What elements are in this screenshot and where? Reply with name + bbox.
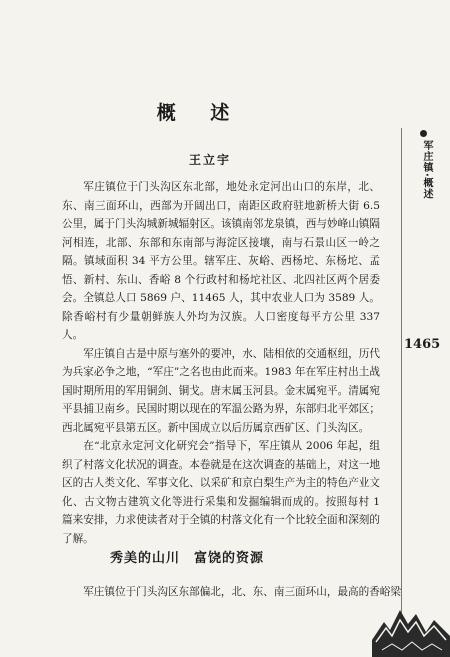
section-first-line: 军庄镇位于门头沟区东部偏北，北、东、南三面环山，最高的香峪梁 (83, 586, 401, 598)
paragraph-intro: 军庄镇位于门头沟区东北部，地处永定河出山口的东岸，北、东、南三面环山，西部为开阔出口，南距区政府驻地新桥大街 6.5 公里，属于门头沟城新城辐射区。该镇南邻龙泉镇，西与妙峰山镇隔河相连，北部、东部和东南部与海淀区接壤，南与石景山区一岭之隔。镇域面积 34 平方公里。辖军庄、灰峪、西杨坨、东杨坨、孟悟、新村、东山、香峪 8 个行政村和杨坨社区、北四社区两个居委会。全镇总人口 5869 户、11465 人，其中农业人口为 3589 人。除香峪村有少量朝鲜族人外均为汉族。人口密度每平方公里 337 人。 (62, 181, 380, 341)
mountain-ornament-icon (372, 592, 450, 657)
bullet-icon (420, 130, 427, 137)
running-header: 军庄镇·概述 (421, 140, 432, 200)
page-number: 1465 (404, 337, 441, 352)
paragraph-history: 军庄镇自古是中原与塞外的要冲，水、陆相依的交通枢纽，历代为兵家必争之地，“军庄”之名也由此而来。1983 年在军庄村出土战国时期所用的军用铜剑、铜戈。唐末属玉河县。金末属宛平。清属宛平县捕卫南乡。民国时期以现在的军温公路为界，东部归北平郊区；西北属宛平县第五区。新中国成立以后历属京西矿区、门头沟区。 (62, 347, 380, 434)
margin-rule (401, 128, 402, 638)
section-body (62, 583, 412, 601)
paragraph-survey: 在“北京永定河文化研究会”指导下，军庄镇从 2006 年起，组织了村落文化状况的调查。本卷就是在这次调查的基础上，对这一地区的古人类文化、军事文化、以采矿和京白梨生产为主的特色产业文化、古文物古建筑文化等进行采集和发掘编辑而成的。按照每村 1 篇来安排，力求使读者对于全镇的村落文化有一个比较全面和深刻的了解。 (62, 440, 380, 545)
author-name: 王立宇 (188, 153, 231, 167)
article-body (62, 178, 380, 548)
page-title: 概 述 (156, 102, 244, 124)
section-heading: 秀美的山川 富饶的资源 (110, 551, 265, 566)
